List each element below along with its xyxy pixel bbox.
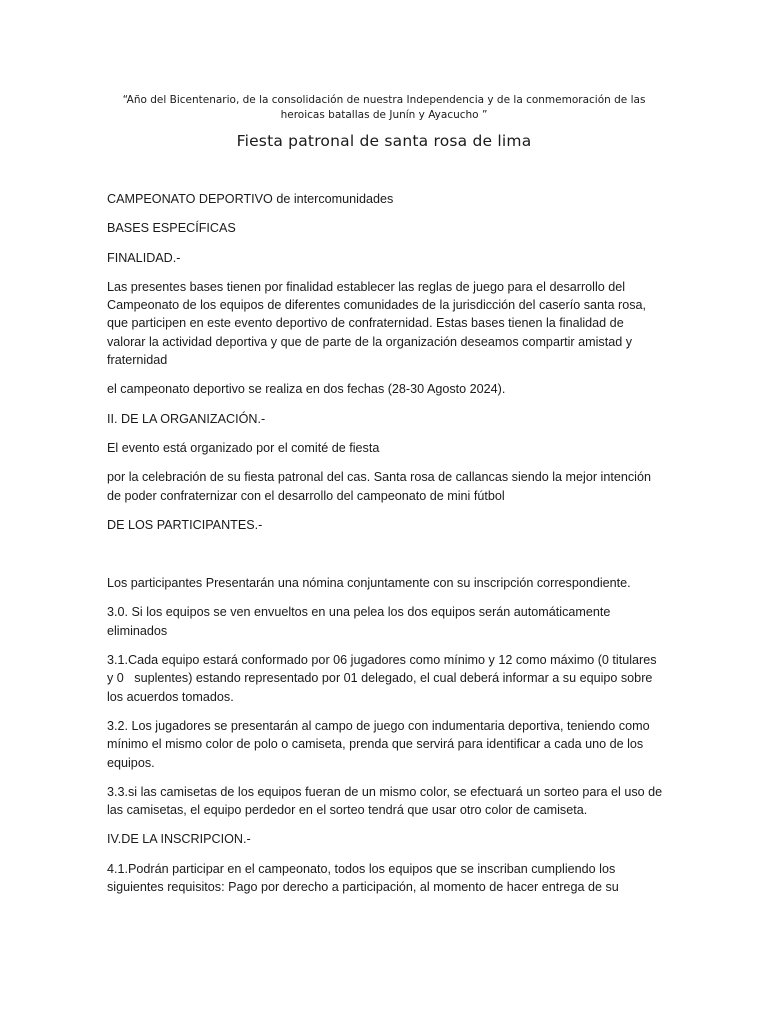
rule-3-1: 3.1.Cada equipo estará conformado por 06 jugadores como mínimo y 12 como máximo (0 titulares y 0 suplentes) estando representado por 01 delegado, el cual deberá informar a su equipo sobre los acuerdos tomados. — [107, 653, 661, 704]
paragraph-dates: el campeonato deportivo se realiza en dos fechas (28-30 Agosto 2024). — [107, 382, 506, 397]
blank-line — [107, 545, 663, 574]
paragraph-celebration: por la celebración de su fiesta patronal del cas. Santa rosa de callancas siendo la mejor intención de poder confraternizar con el desarrollo del campeonato de mini fútbol — [107, 470, 651, 503]
paragraph-organizer: El evento está organizado por el comité de fiesta — [107, 440, 380, 455]
heading-participantes: DE LOS PARTICIPANTES.- — [107, 517, 263, 532]
paragraph-championship: CAMPEONATO DEPORTIVO de intercomunidades — [107, 192, 394, 206]
document-title: Fiesta patronal de santa rosa de lima — [236, 132, 532, 150]
document-motto: “Año del Bicentenario, de la consolidación de nuestra Independencia y de la conmemoración de las heroicas batallas de Junín y Ayacucho ” — [122, 94, 646, 121]
document-body — [107, 190, 663, 907]
heading-organizacion: II. DE LA ORGANIZACIÓN.- — [107, 411, 266, 426]
heading-finalidad: FINALIDAD.- — [107, 250, 181, 265]
rule-3-0: 3.0. Si los equipos se ven envueltos en una pelea los dos equipos serán automáticamente eliminados — [107, 605, 611, 638]
paragraph-finalidad: Las presentes bases tienen por finalidad establecer las reglas de juego para el desarrollo del Campeonato de los equipos de diferentes comunidades de la jurisdicción del caserío santa rosa, que participen en este evento deportivo de confraternidad. Estas bases tienen la finalidad de valorar la actividad deportiva y que de parte de la organización deseamos compartir amistad y fraternidad — [107, 279, 647, 368]
rule-3-3: 3.3.si las camisetas de los equipos fueran de un mismo color, se efectuará un sorteo para el uso de las camisetas, el equipo perdedor en el sorteo tendrá que usar otro color de camiseta. — [107, 784, 663, 818]
rule-4-1: 4.1.Podrán participar en el campeonato, todos los equipos que se inscriban cumpliendo los siguientes requisitos: Pago por derecho a participación, al momento de hacer entrega de su — [107, 861, 619, 895]
heading-inscripcion: IV.DE LA INSCRIPCION.- — [107, 832, 251, 847]
paragraph-bases: BASES ESPECÍFICAS — [107, 221, 236, 236]
paragraph-nomina: Los participantes Presentarán una nómina conjuntamente con su inscripción correspondiente. — [107, 576, 631, 591]
rule-3-2: 3.2. Los jugadores se presentarán al campo de juego con indumentaria deportiva, teniendo como mínimo el mismo color de polo o camiseta, prenda que servirá para identificar a cada uno de los equipos. — [107, 718, 650, 770]
